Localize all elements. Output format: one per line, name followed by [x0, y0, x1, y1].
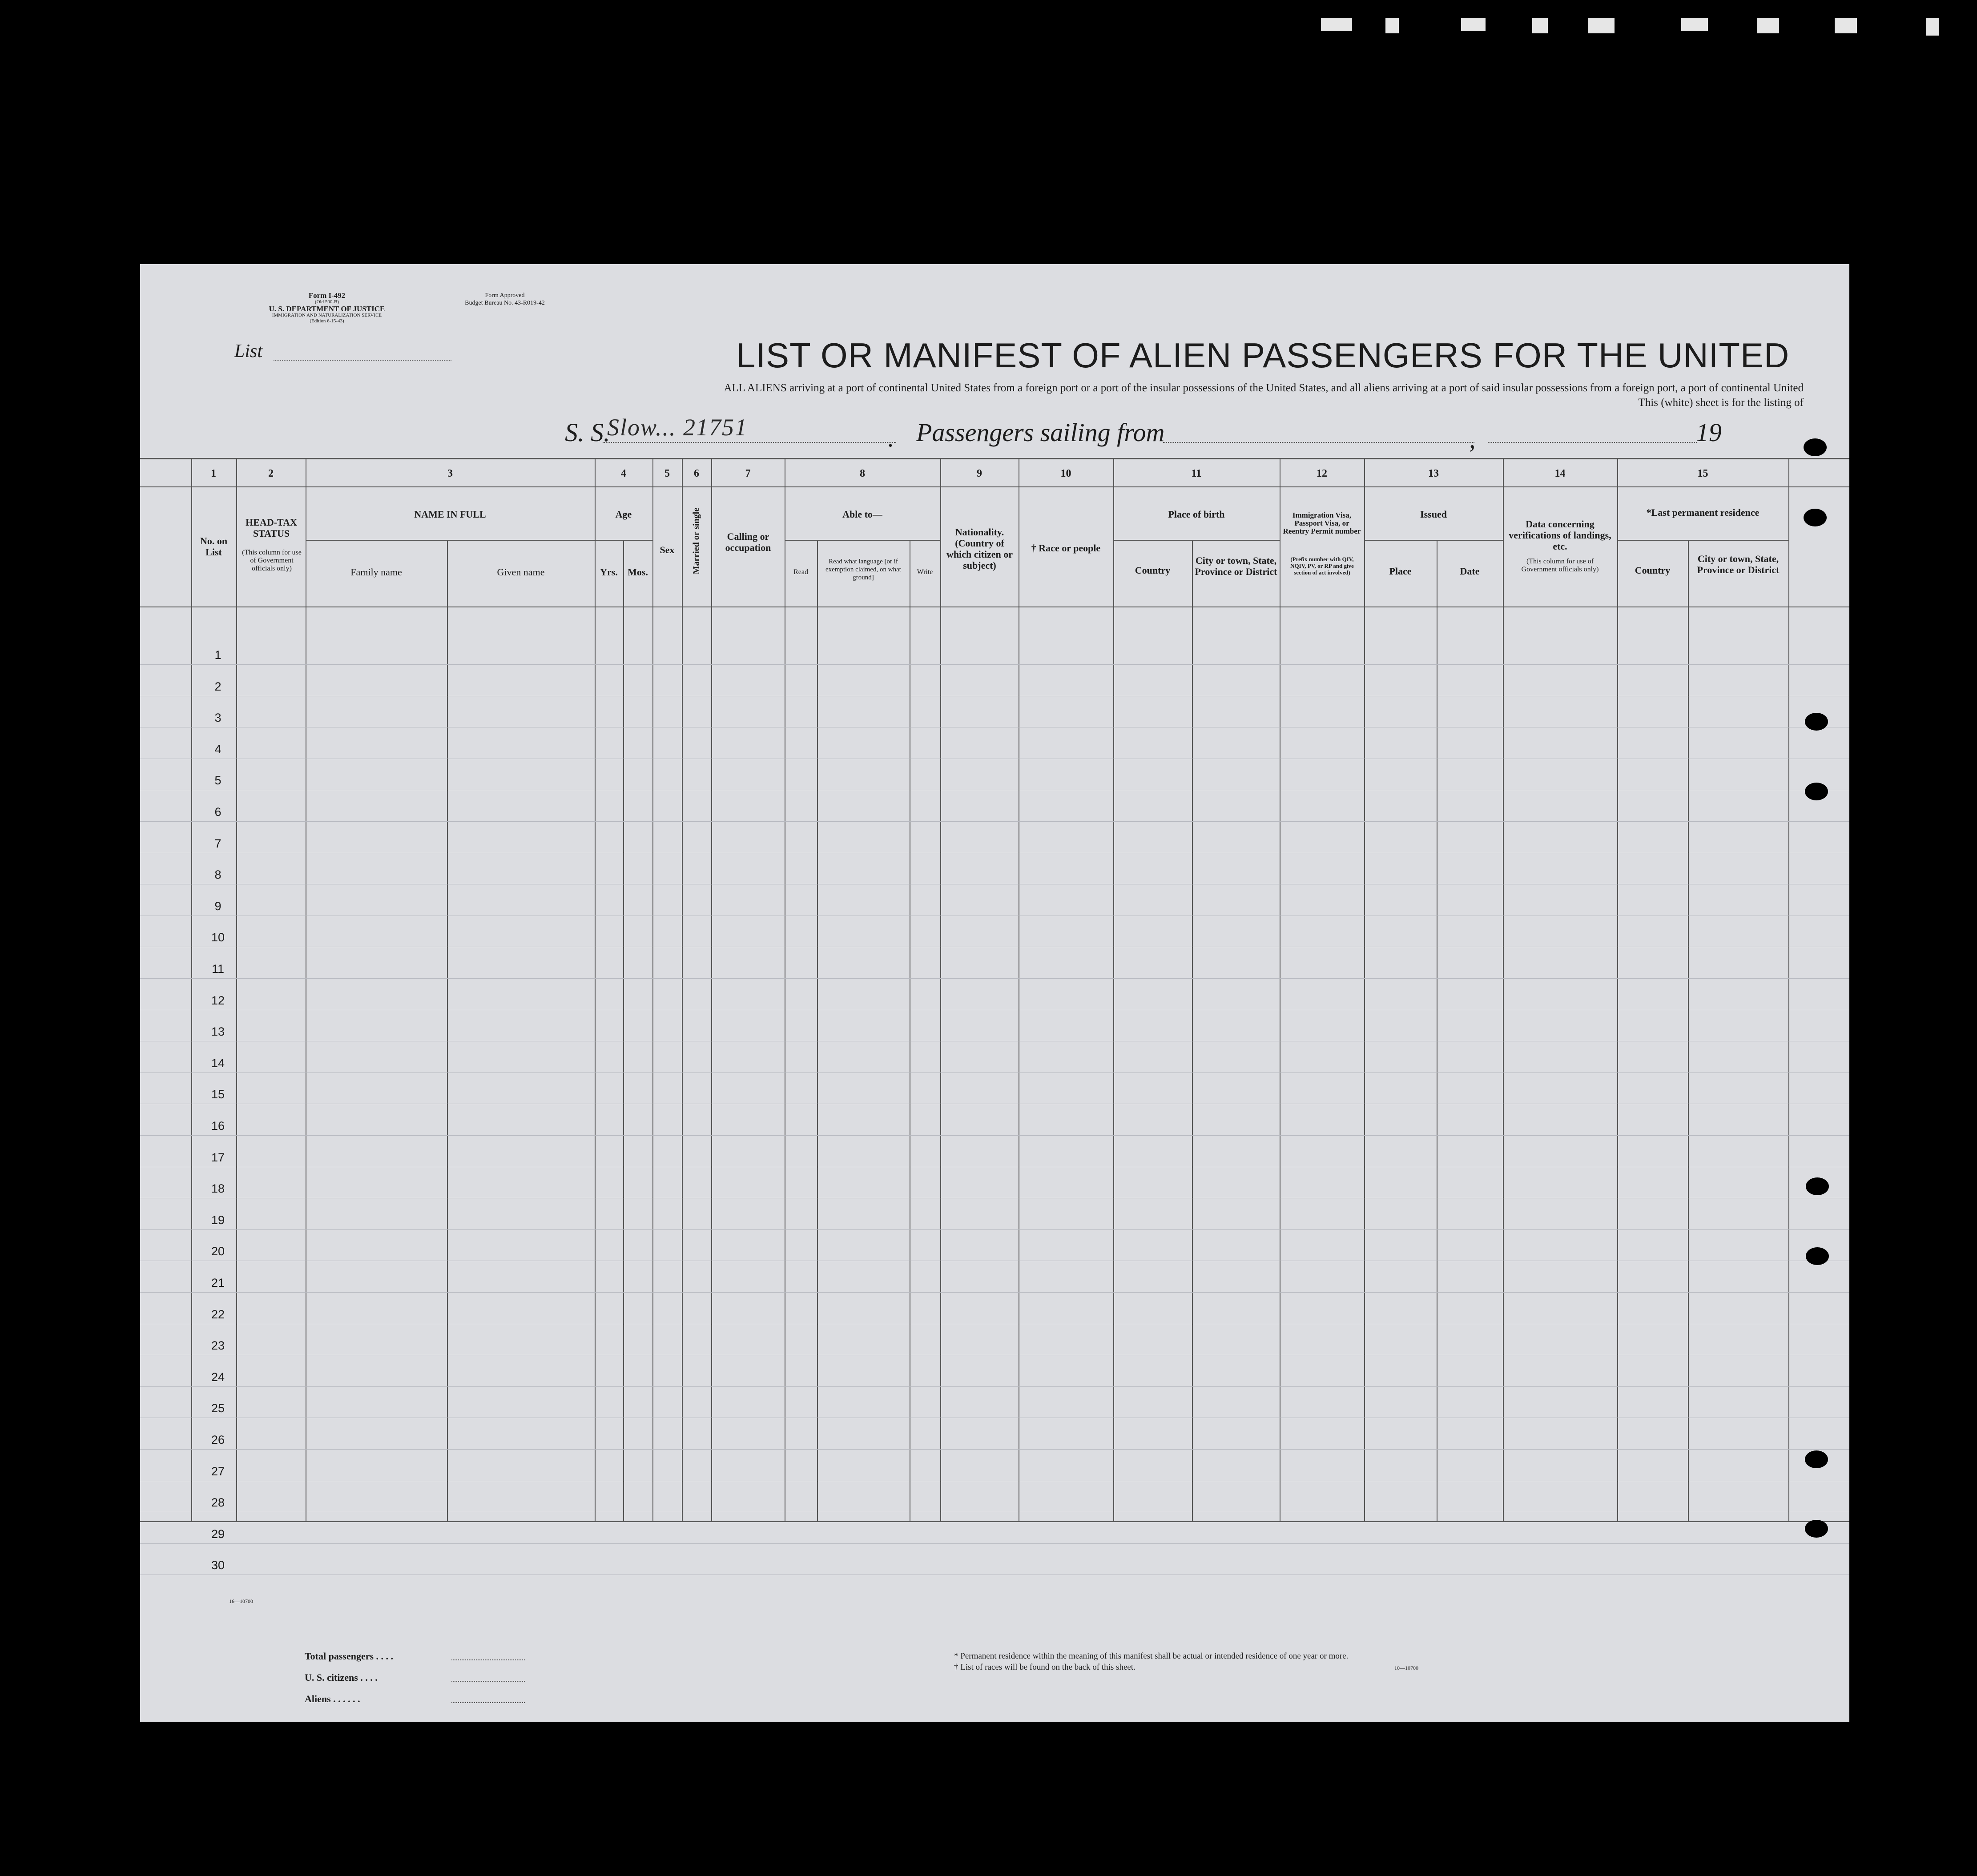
- row-guide-line: [140, 978, 1849, 979]
- ship-name-field: [603, 442, 896, 443]
- header-yrs: Yrs.: [600, 566, 618, 578]
- row-guide-line: [140, 1229, 1849, 1230]
- ship-name-handwritten: Slow... 21751: [607, 414, 748, 441]
- footnotes: [954, 1651, 1348, 1673]
- row-number: 20: [211, 1245, 225, 1258]
- header-top-rule: [140, 458, 1849, 459]
- row-number: 23: [211, 1339, 225, 1353]
- row-number: 5: [214, 774, 221, 787]
- row-guide-line: [140, 1386, 1849, 1387]
- header-read: Read: [793, 568, 808, 576]
- row-guide-line: [140, 1292, 1849, 1293]
- header-age: Age: [615, 509, 632, 520]
- sailing-date-field: [1488, 442, 1697, 443]
- header-data-note: (This column for use of Government officials only): [1521, 558, 1599, 573]
- form-code-left: 16—10700: [229, 1598, 253, 1604]
- row-guide-line: [140, 1543, 1849, 1544]
- header-married: Married or single: [691, 507, 701, 574]
- row-guide-line: [140, 1449, 1849, 1450]
- header-read-language: Read what language [or if exemption claimed, on what ground]: [825, 558, 901, 581]
- row-number: 17: [211, 1150, 225, 1164]
- comma-mark: ,: [1469, 425, 1476, 454]
- row-number: 24: [211, 1370, 225, 1384]
- form-approval: Form Approved Budget Bureau No. 43-R019-42: [465, 292, 545, 306]
- list-label: List: [234, 341, 263, 362]
- row-number: 10: [211, 931, 225, 944]
- header-calling: Calling or occupation: [725, 531, 771, 553]
- header-visa-note: (Prefix number with QIV, NQIV, PV, or RP and give section of act involved): [1290, 556, 1354, 576]
- header-sex: Sex: [660, 544, 675, 555]
- header-place-of-birth: Place of birth: [1168, 509, 1225, 520]
- header-head-tax: HEAD-TAX STATUS: [246, 517, 297, 539]
- form-identification: Form I-492 (Old 500-B) U. S. DEPARTMENT OF JUSTICE IMMIGRATION AND NATURALIZATION SERVICE (Edition 6-15-43): [269, 291, 385, 324]
- header-birth-country: Country: [1135, 565, 1171, 576]
- header-race: † Race or people: [1031, 542, 1101, 554]
- row-number: 2: [214, 679, 221, 693]
- us-citizens-label: U. S. citizens . . . .: [305, 1672, 378, 1683]
- header-issued: Issued: [1420, 509, 1447, 520]
- intro-text: ALL ALIENS arriving at a port of continental United States from a foreign port or a port of the insular possessions of the United States, and all aliens arriving at a port of said insular possessions from a foreign port, a port of continental United This (white) sheet is for the listing of: [724, 382, 1804, 409]
- row-number: 30: [211, 1559, 225, 1572]
- total-passengers-label: Total passengers . . . .: [305, 1651, 394, 1662]
- row-number: 21: [211, 1276, 225, 1289]
- row-number: 8: [214, 868, 221, 882]
- row-guide-line: [140, 1135, 1849, 1136]
- header-birth-city: City or town, State, Province or District: [1195, 555, 1277, 577]
- header-name-in-full: NAME IN FULL: [414, 509, 486, 520]
- row-number: 16: [211, 1119, 225, 1133]
- header-head-tax-note: (This column for use of Government officials only): [242, 549, 302, 572]
- header-no-on-list: No. on List: [200, 535, 228, 558]
- row-guide-line: [140, 664, 1849, 665]
- header-able-to: Able to—: [842, 509, 882, 520]
- row-number: 15: [211, 1088, 225, 1101]
- header-data-concerning: Data concerning verifications of landings, etc.: [1509, 518, 1611, 552]
- us-citizens-field: [451, 1681, 525, 1682]
- sailing-label: Passengers sailing from: [916, 418, 1165, 447]
- row-number: 4: [214, 742, 221, 756]
- row-number: 14: [211, 1056, 225, 1070]
- row-number: 29: [211, 1527, 225, 1541]
- film-edge-marks: [1312, 13, 1977, 53]
- header-write: Write: [917, 568, 933, 576]
- table-bottom-rule: [140, 1521, 1849, 1522]
- row-number: 25: [211, 1402, 225, 1415]
- page-title: LIST OR MANIFEST OF ALIEN PASSENGERS FOR THE UNITED: [736, 336, 1790, 375]
- row-number: 27: [211, 1464, 225, 1478]
- year-prefix: 19: [1696, 418, 1722, 447]
- row-number: 18: [211, 1182, 225, 1196]
- header-mos: Mos.: [628, 566, 648, 578]
- aliens-label: Aliens . . . . . .: [305, 1693, 360, 1704]
- row-number: 22: [211, 1307, 225, 1321]
- aliens-field: [451, 1702, 525, 1703]
- row-guide-line: [140, 821, 1849, 822]
- manifest-sheet: Form I-492 (Old 500-B) U. S. DEPARTMENT OF JUSTICE IMMIGRATION AND NATURALIZATION SERVICE (Edition 6-15-43) Form Approved Budget Bureau No. 43-R019-42 List LIST OR MANIFEST OF ALIEN PASSENGERS FOR THE UNITED ALL ALIENS arriving at a port of continental United States from a foreign port or a port of the insular possessions of the United States, and all aliens arriving at a port of said insular possessions from a foreign port, a port of continental United This (white) sheet is for the listing of S. S. Slow... 21751 . Passengers sailing from , 19 1 2 3 4 5 6 7 8 9 10 11 12 13 14 15 No. on List HEAD-TAX STATUS (This column for use of Government officials only) NAME IN FULL Family name Given name Age Yrs. Mos. Sex Married or single Calling or occupation Able to— Read Read what language [or if exemption claimed, on what ground] Write Nationality. (Country of which citizen or subject) † Race or people Place of birth Country City or town, State, Province or District Immigration Visa, Passport Visa, or Reentry Permit number (Prefix number with QIV, NQIV, PV, or RP and give section of act involved) Issued Place Date Data concerning verifications of landings, etc. (This column for use of Government officials only) *Last permanent residence Country City or town, State, Province or District 1 2 3 4 5 6 7 8 9 10 11 12 13 14 15 16 17 18 19 20 21 22 23 24 25 26 27 28 29 30 16—10700 Total passengers . . . . U. S. citizens . . . . Aliens . . . . . . * Permanent residence within the meaning of this manifest shall be actual or intended residence of one year or more. † List of races will be found on the back of this sheet. 10—10700: [140, 264, 1849, 1722]
- list-number-field: [274, 360, 451, 361]
- row-number: 26: [211, 1433, 225, 1446]
- header-issued-place: Place: [1389, 566, 1412, 577]
- row-number: 13: [211, 1025, 225, 1039]
- header-issued-date: Date: [1460, 566, 1480, 577]
- row-number: 3: [214, 711, 221, 725]
- row-number: 28: [211, 1496, 225, 1510]
- row-number: 1: [214, 648, 221, 662]
- row-number: 19: [211, 1213, 225, 1227]
- header-last-residence: *Last permanent residence: [1646, 507, 1760, 518]
- sailing-port-field: [1163, 442, 1474, 443]
- colnum-rule: [140, 486, 1849, 487]
- row-number: 9: [214, 899, 221, 913]
- header-family-name: Family name: [350, 566, 402, 578]
- period-mark: .: [887, 425, 894, 452]
- row-number: 11: [211, 962, 225, 976]
- footnote-residence: * Permanent residence within the meaning of this manifest shall be actual or intended residence of one year or more.: [954, 1651, 1349, 1661]
- total-passengers-field: [451, 1659, 525, 1660]
- row-number: 12: [211, 993, 225, 1007]
- footnote-races: † List of races will be found on the back of this sheet.: [954, 1663, 1135, 1672]
- header-nationality: Nationality. (Country of which citizen or subject): [946, 526, 1013, 571]
- header-visa: Immigration Visa, Passport Visa, or Reentry Permit number: [1283, 511, 1361, 535]
- row-number: 6: [214, 805, 221, 819]
- header-residence-country: Country: [1635, 565, 1671, 576]
- header-residence-city: City or town, State, Province or District: [1697, 553, 1780, 575]
- form-code-right: 10—10700: [1394, 1665, 1418, 1671]
- row-number: 7: [214, 836, 221, 850]
- ship-label: S. S.: [565, 418, 610, 447]
- header-given-name: Given name: [497, 566, 545, 578]
